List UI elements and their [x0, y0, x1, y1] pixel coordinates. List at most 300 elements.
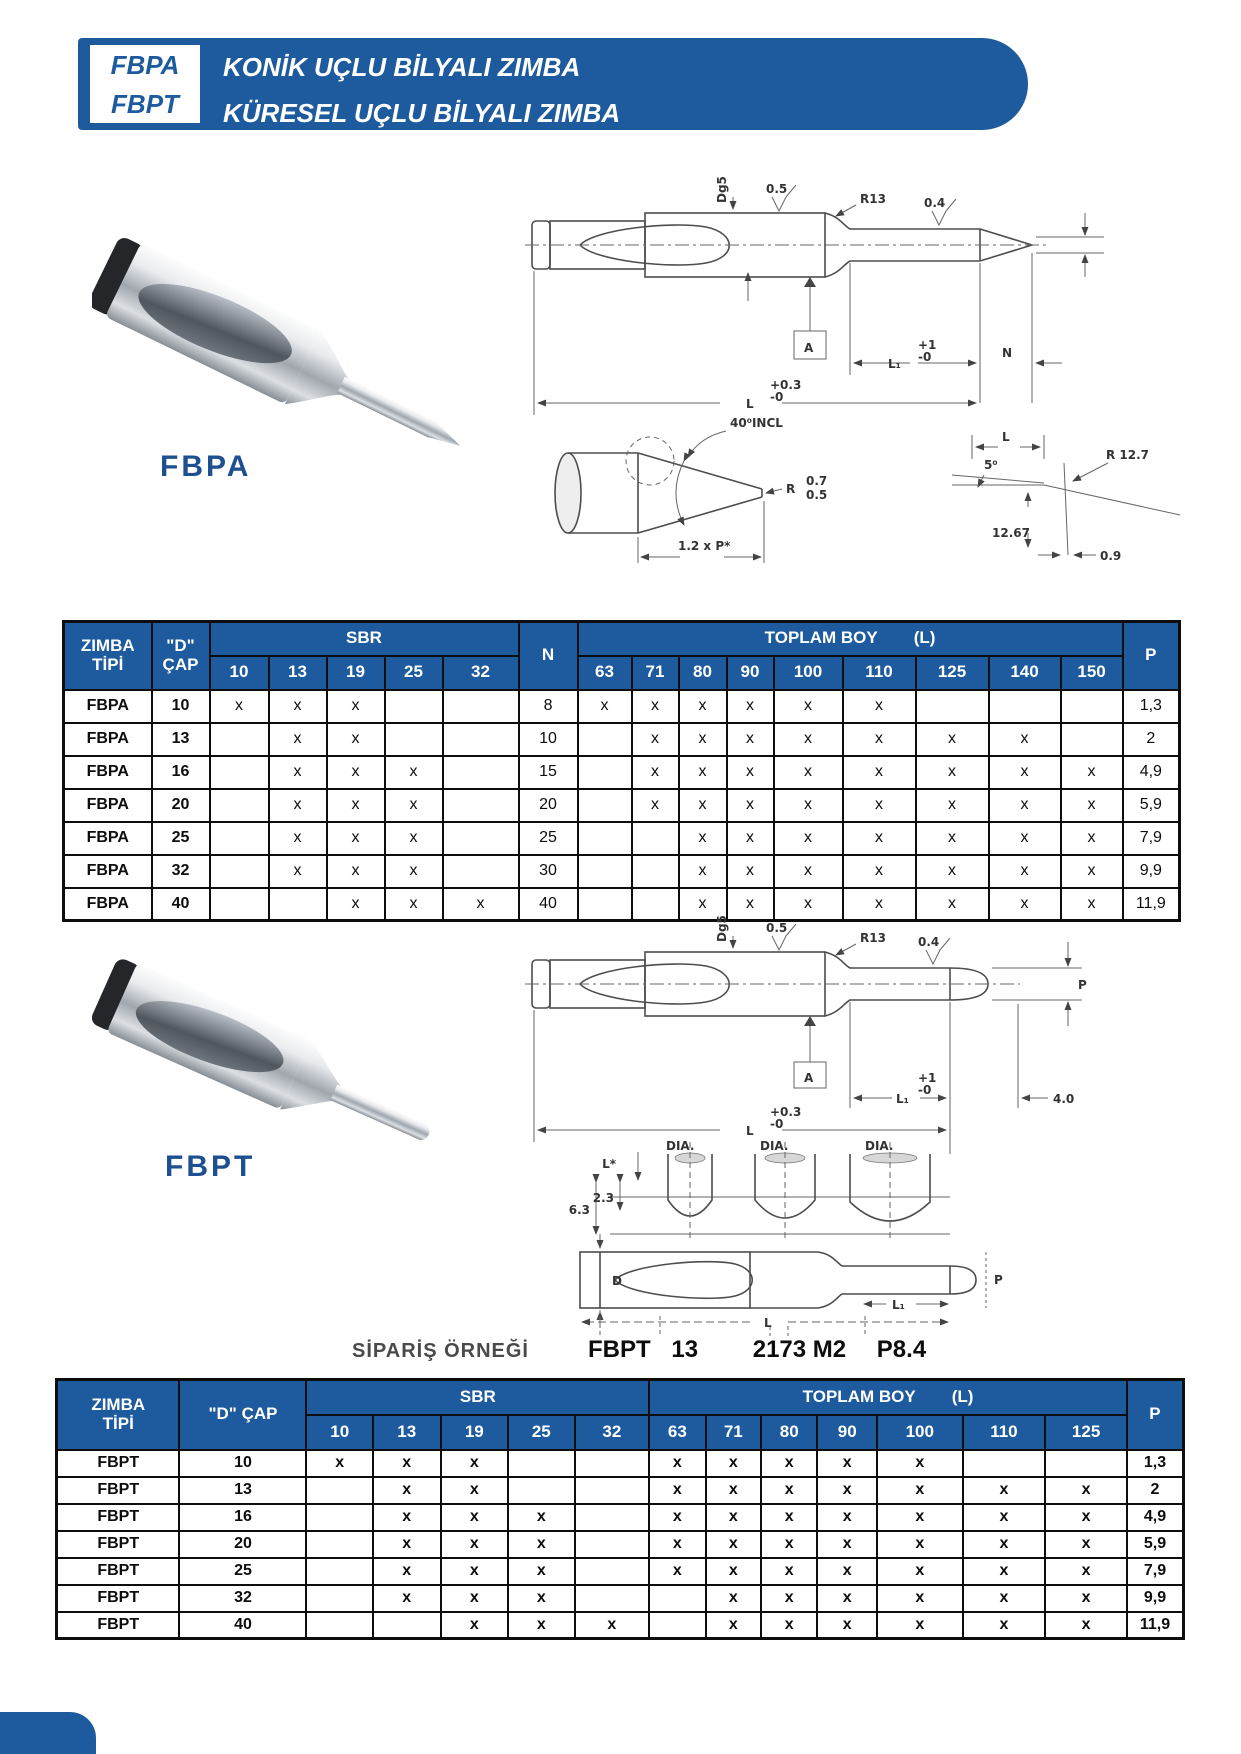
dim-l-b: L [764, 1316, 772, 1330]
finish-0-5: 0.5 [766, 921, 788, 935]
cell-value: 1,3 [1123, 690, 1180, 723]
cell-value: x [441, 1450, 509, 1477]
cell-value: x [508, 1504, 575, 1531]
cell-value: x [373, 1477, 441, 1504]
cell-value: 20 [179, 1531, 306, 1558]
dim-p: P [1078, 978, 1087, 992]
cell-value: x [385, 855, 443, 888]
dia-label-2: DIA. [760, 1139, 789, 1153]
cell-value: 25 [152, 822, 210, 855]
dim-l-plus: +0.3 [770, 1105, 802, 1119]
dim-angle-5: 5⁰ [984, 458, 998, 472]
table-row [57, 1504, 1184, 1531]
cell-empty [210, 789, 269, 822]
cell-value: 10 [152, 690, 210, 723]
cell-value: x [989, 756, 1061, 789]
cell-value: 25 [179, 1558, 306, 1585]
cell-value: 40 [519, 888, 578, 921]
cell-value: x [508, 1531, 575, 1558]
cell-empty [443, 756, 519, 789]
cell-value: x [269, 789, 327, 822]
cell-value: x [774, 690, 843, 723]
cell-value: x [843, 723, 916, 756]
cell-value: x [508, 1612, 575, 1639]
cell-value: x [327, 690, 385, 723]
cell-empty [385, 690, 443, 723]
cell-empty [210, 822, 269, 855]
dim-pitch: 1.2 x P* [678, 539, 731, 553]
cell-value: x [1045, 1612, 1127, 1639]
cell-empty [578, 756, 632, 789]
cell-value: x [508, 1585, 575, 1612]
cell-value: x [373, 1504, 441, 1531]
cell-empty [306, 1477, 373, 1504]
dim-face-r: R 12.7 [1106, 448, 1150, 462]
dim-l-plus: +0.3 [770, 378, 802, 392]
cell-value: x [632, 756, 679, 789]
cell-value: x [774, 888, 843, 921]
cell-value: x [575, 1612, 650, 1639]
cell-value: 16 [179, 1504, 306, 1531]
cell-value: x [817, 1504, 876, 1531]
cell-empty [373, 1612, 441, 1639]
dim-l1: L₁ [896, 1092, 909, 1106]
dim-l1-minus: -0 [918, 1083, 932, 1097]
cell-value: x [1045, 1477, 1127, 1504]
boy-size: 71 [632, 656, 679, 690]
cell-empty [443, 822, 519, 855]
cell-value: 40 [152, 888, 210, 921]
sbr-size: 10 [210, 656, 269, 690]
fbpa-product-image [92, 198, 482, 460]
cell-value: x [843, 756, 916, 789]
cell-value: 1,3 [1127, 1450, 1184, 1477]
cell-value: x [706, 1612, 761, 1639]
cell-value: x [385, 789, 443, 822]
cell-value: x [774, 756, 843, 789]
cell-value: x [373, 1558, 441, 1585]
cell-value: x [774, 723, 843, 756]
cell-value: x [761, 1504, 817, 1531]
cell-value: x [963, 1531, 1046, 1558]
cell-empty [578, 855, 632, 888]
col-header-d-cap: "D" ÇAP [179, 1380, 306, 1450]
boy-size: 110 [843, 656, 916, 690]
boy-size: 63 [649, 1415, 705, 1450]
cell-value: x [843, 888, 916, 921]
cell-value: FBPT [57, 1504, 180, 1531]
cell-value: x [327, 756, 385, 789]
col-header-sbr: SBR [210, 622, 519, 656]
cell-value: 13 [179, 1477, 306, 1504]
fbpt-product-image [92, 928, 482, 1158]
cell-value: 2 [1123, 723, 1180, 756]
dim-4-0: 4.0 [1053, 1092, 1075, 1106]
cell-value: x [774, 822, 843, 855]
cell-value: x [441, 1558, 509, 1585]
cell-value: 7,9 [1123, 822, 1180, 855]
product-code-box [90, 45, 200, 123]
table-row [57, 1585, 1184, 1612]
cell-empty [575, 1531, 650, 1558]
header-banner [78, 38, 1028, 130]
sbr-size: 32 [443, 656, 519, 690]
table-row [64, 723, 1180, 756]
cell-value: x [877, 1612, 963, 1639]
cell-value: x [963, 1612, 1046, 1639]
cell-value: x [706, 1504, 761, 1531]
cell-value: x [989, 855, 1061, 888]
cell-value: x [649, 1477, 705, 1504]
fbpa-technical-drawing [520, 163, 1185, 575]
cell-value: 20 [519, 789, 578, 822]
cell-value: FBPT [57, 1558, 180, 1585]
finish-0-4: 0.4 [924, 196, 946, 210]
title-fbpt: KÜRESEL UÇLU BİLYALI ZIMBA [223, 98, 621, 128]
page-corner-decoration [0, 1712, 96, 1754]
cell-empty [508, 1477, 575, 1504]
cell-empty [1061, 723, 1123, 756]
table-row [57, 1531, 1184, 1558]
cell-value: FBPT [57, 1450, 180, 1477]
dim-2-3: 2.3 [592, 1191, 614, 1205]
cell-value: x [306, 1450, 373, 1477]
dim-l-minus: -0 [770, 1117, 784, 1131]
cell-value: 40 [179, 1612, 306, 1639]
cell-empty [632, 855, 679, 888]
dim-l-minus: -0 [770, 390, 784, 404]
cell-value: x [441, 1531, 509, 1558]
table-row [57, 1558, 1184, 1585]
boy-size: 80 [761, 1415, 817, 1450]
cell-value: x [1061, 888, 1123, 921]
cell-value: FBPA [64, 822, 152, 855]
cell-value: x [843, 789, 916, 822]
cell-value: x [1045, 1558, 1127, 1585]
cell-empty [1061, 690, 1123, 723]
cell-value: x [774, 855, 843, 888]
cell-value: x [817, 1558, 876, 1585]
product-code-fbpt: FBPT [111, 88, 179, 119]
cell-value: x [989, 789, 1061, 822]
cell-empty [210, 723, 269, 756]
cell-empty [306, 1531, 373, 1558]
cell-value: x [441, 1504, 509, 1531]
cell-value: x [727, 822, 774, 855]
order-part-diameter: 13 [671, 1336, 699, 1363]
dim-l1-minus: -0 [918, 350, 932, 364]
cell-value: x [1061, 822, 1123, 855]
finish-0-5: 0.5 [766, 182, 788, 196]
boy-size: 125 [1045, 1415, 1127, 1450]
cell-value: x [327, 789, 385, 822]
dim-l: L [746, 397, 754, 411]
cell-value: FBPT [57, 1585, 180, 1612]
col-header-toplam-boy: TOPLAM BOY (L) [649, 1380, 1127, 1415]
cell-value: x [916, 855, 989, 888]
col-header-p: P [1127, 1380, 1184, 1450]
cell-value: x [916, 756, 989, 789]
table-row [64, 789, 1180, 822]
cell-value: x [843, 822, 916, 855]
col-header-toplam-boy: TOPLAM BOY (L) [578, 622, 1123, 656]
order-example-label: SİPARİŞ ÖRNEĞİ [352, 1340, 529, 1362]
boy-size: 80 [679, 656, 727, 690]
boy-size: 90 [817, 1415, 876, 1450]
cell-value: x [373, 1450, 441, 1477]
cell-value: x [727, 690, 774, 723]
col-header-p: P [1123, 622, 1180, 690]
cell-value: x [989, 723, 1061, 756]
cell-value: x [963, 1585, 1046, 1612]
cell-value: x [679, 789, 727, 822]
cell-value: 25 [519, 822, 578, 855]
cell-empty [575, 1558, 650, 1585]
cell-value: x [706, 1558, 761, 1585]
cell-value: 13 [152, 723, 210, 756]
table-row [57, 1612, 1184, 1639]
cell-value: x [1061, 855, 1123, 888]
cell-empty [210, 756, 269, 789]
cell-empty [443, 855, 519, 888]
table-row [57, 1477, 1184, 1504]
dim-r13: R13 [860, 192, 886, 206]
cell-value: x [817, 1531, 876, 1558]
table-row [64, 822, 1180, 855]
boy-size: 71 [706, 1415, 761, 1450]
cell-value: x [327, 855, 385, 888]
datum-a: A [804, 341, 814, 355]
dim-tip-r-minus: 0.5 [806, 488, 828, 502]
cell-empty [575, 1477, 650, 1504]
table-row [64, 756, 1180, 789]
cell-value: x [508, 1558, 575, 1585]
cell-value: x [727, 789, 774, 822]
dim-r13: R13 [860, 931, 886, 945]
cell-value: 4,9 [1123, 756, 1180, 789]
product-code-fbpa: FBPA [110, 49, 180, 80]
cell-value: x [877, 1450, 963, 1477]
cell-value: 32 [179, 1585, 306, 1612]
col-header-zimba-tipi: ZIMBA TİPİ [57, 1380, 180, 1450]
cell-value: x [877, 1531, 963, 1558]
sbr-size: 32 [575, 1415, 650, 1450]
cell-value: 5,9 [1127, 1531, 1184, 1558]
cell-value: x [1045, 1585, 1127, 1612]
fbpa-image-label: FBPA [160, 450, 252, 483]
cell-value: 11,9 [1127, 1612, 1184, 1639]
cell-value: x [649, 1450, 705, 1477]
dia-label-1: DIA. [666, 1139, 695, 1153]
cell-value: x [210, 690, 269, 723]
cell-value: x [679, 855, 727, 888]
cell-value: x [761, 1558, 817, 1585]
cell-value: x [774, 789, 843, 822]
dim-dg5: Dg5 [715, 915, 729, 942]
cell-value: x [632, 789, 679, 822]
cell-value: x [1061, 756, 1123, 789]
cell-value: x [916, 822, 989, 855]
cell-value: x [727, 855, 774, 888]
cell-value: x [761, 1531, 817, 1558]
cell-empty [575, 1585, 650, 1612]
cell-value: x [649, 1504, 705, 1531]
cell-value: x [877, 1477, 963, 1504]
cell-value: x [269, 690, 327, 723]
cell-value: x [441, 1477, 509, 1504]
col-header-zimba-tipi: ZIMBA TİPİ [64, 622, 152, 690]
dim-tip-r-plus: 0.7 [806, 474, 828, 488]
cell-value: x [269, 855, 327, 888]
cell-value: x [877, 1585, 963, 1612]
cell-value: 10 [519, 723, 578, 756]
cell-value: x [649, 1558, 705, 1585]
cell-value: x [761, 1477, 817, 1504]
cell-empty [443, 690, 519, 723]
dim-6-3: 6.3 [568, 1203, 590, 1217]
cell-value: 30 [519, 855, 578, 888]
order-part-code: 2173 M2 [752, 1336, 847, 1363]
sbr-size: 25 [508, 1415, 575, 1450]
cell-value: x [1045, 1504, 1127, 1531]
cell-empty [649, 1585, 705, 1612]
boy-size: 100 [774, 656, 843, 690]
sbr-size: 13 [373, 1415, 441, 1450]
cell-empty [306, 1585, 373, 1612]
boy-size: 125 [916, 656, 989, 690]
cell-value: x [679, 723, 727, 756]
cell-value: FBPT [57, 1612, 180, 1639]
cell-value: x [963, 1504, 1046, 1531]
dim-d: D [612, 1274, 622, 1288]
cell-value: 15 [519, 756, 578, 789]
cell-value: FBPA [64, 855, 152, 888]
cell-empty [989, 690, 1061, 723]
cell-value: x [269, 822, 327, 855]
cell-value: 5,9 [1123, 789, 1180, 822]
finish-0-4: 0.4 [918, 935, 940, 949]
cell-empty [1045, 1450, 1127, 1477]
cell-value: x [727, 888, 774, 921]
cell-value: x [877, 1504, 963, 1531]
fbpt-technical-drawing [520, 902, 1190, 1338]
order-part-p: P8.4 [876, 1336, 927, 1363]
dim-l1: L₁ [888, 357, 901, 371]
cell-value: 7,9 [1127, 1558, 1184, 1585]
cell-value: x [916, 789, 989, 822]
order-example-code [588, 1336, 944, 1364]
cell-value: x [679, 888, 727, 921]
boy-size: 140 [989, 656, 1061, 690]
dim-p2: P [994, 1273, 1003, 1287]
cell-value: x [1045, 1531, 1127, 1558]
cell-value: 9,9 [1123, 855, 1180, 888]
cell-value: FBPA [64, 723, 152, 756]
dim-l1-plus: +1 [918, 338, 937, 352]
fbpa-table-container [62, 620, 1180, 922]
dim-depth: 12.67 [992, 526, 1030, 540]
cell-value: 16 [152, 756, 210, 789]
cell-value: x [761, 1612, 817, 1639]
dim-l1-plus: +1 [918, 1071, 937, 1085]
cell-empty [963, 1450, 1046, 1477]
cell-value: 9,9 [1127, 1585, 1184, 1612]
boy-size: 100 [877, 1415, 963, 1450]
cell-value: x [843, 690, 916, 723]
order-part-type: FBPT [588, 1336, 651, 1363]
cell-value: x [916, 888, 989, 921]
cell-value: x [385, 756, 443, 789]
punch-conical-tip [427, 421, 465, 452]
cell-value: x [327, 723, 385, 756]
cell-value: FBPT [57, 1477, 180, 1504]
cell-empty [578, 789, 632, 822]
fbpt-image-label: FBPT [165, 1150, 256, 1183]
dia-label-3: DIA. [865, 1139, 894, 1153]
cell-value: x [963, 1477, 1046, 1504]
cell-empty [649, 1612, 705, 1639]
cell-value: x [373, 1585, 441, 1612]
cell-value: x [441, 1612, 509, 1639]
dim-l1-b: L₁ [892, 1298, 905, 1312]
cell-value: x [706, 1585, 761, 1612]
cell-value: x [963, 1558, 1046, 1585]
cell-value: 10 [179, 1450, 306, 1477]
fbpt-spec-table [55, 1378, 1185, 1640]
cell-empty [269, 888, 327, 921]
cell-empty [385, 723, 443, 756]
cell-value: x [706, 1450, 761, 1477]
cell-value: x [679, 756, 727, 789]
dim-lface: L [1002, 430, 1010, 444]
cell-value: x [649, 1531, 705, 1558]
table-row [64, 855, 1180, 888]
cell-value: x [817, 1477, 876, 1504]
cell-value: x [269, 723, 327, 756]
sbr-size: 10 [306, 1415, 373, 1450]
cell-empty [575, 1450, 650, 1477]
cell-value: 8 [519, 690, 578, 723]
cell-value: x [327, 822, 385, 855]
cell-value: x [578, 690, 632, 723]
fbpt-table-container [55, 1378, 1185, 1640]
table-row [57, 1450, 1184, 1477]
cell-empty [210, 855, 269, 888]
cell-value: x [916, 723, 989, 756]
cell-value: 20 [152, 789, 210, 822]
cell-value: x [679, 690, 727, 723]
table-row [64, 690, 1180, 723]
cell-empty [632, 822, 679, 855]
sbr-size: 19 [327, 656, 385, 690]
cell-empty [916, 690, 989, 723]
cell-value: x [269, 756, 327, 789]
cell-value: FBPA [64, 888, 152, 921]
cell-value: FBPA [64, 690, 152, 723]
cell-value: x [727, 756, 774, 789]
dim-n: N [1002, 346, 1013, 360]
cell-empty [578, 822, 632, 855]
cell-value: x [706, 1477, 761, 1504]
cell-value: x [385, 822, 443, 855]
boy-size: 150 [1061, 656, 1123, 690]
punch-shank [337, 377, 437, 438]
boy-size: 63 [578, 656, 632, 690]
dim-edge: 0.9 [1100, 549, 1122, 563]
cell-value: x [817, 1585, 876, 1612]
header-titles [223, 38, 968, 142]
cell-empty [306, 1612, 373, 1639]
